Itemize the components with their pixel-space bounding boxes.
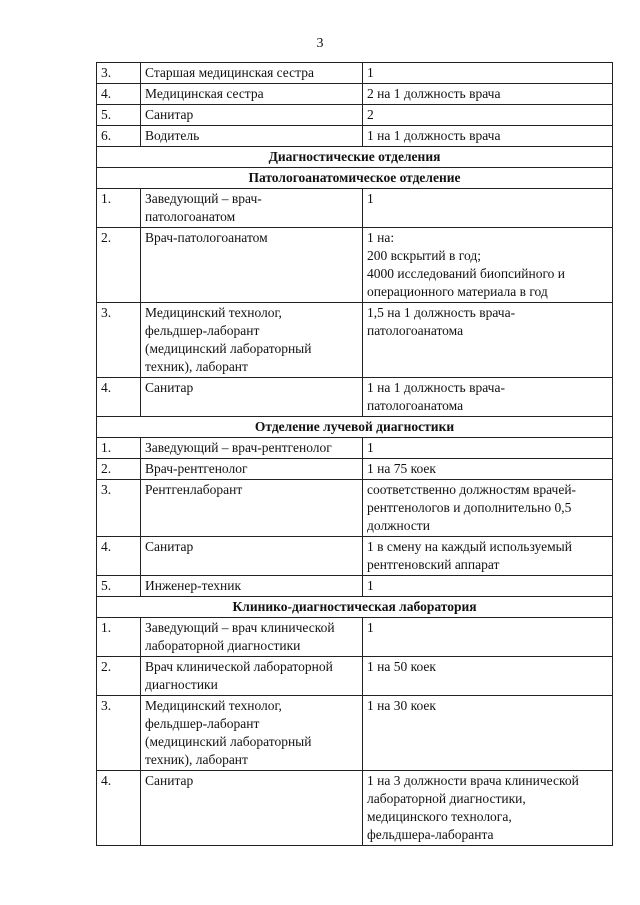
position-name: Санитар <box>141 378 363 417</box>
section-header-row <box>97 417 613 438</box>
staffing-norm: 1 <box>363 189 613 228</box>
position-name: Медицинский технолог, фельдшер-лаборант (медицинский лабораторный техник), лаборант <box>141 303 363 378</box>
section-title: Отделение лучевой диагностики <box>97 417 613 438</box>
table-row <box>97 576 613 597</box>
position-name: Врач-рентгенолог <box>141 459 363 480</box>
staffing-norm: 1 <box>363 438 613 459</box>
row-number: 6. <box>97 126 141 147</box>
staffing-norm: 2 на 1 должность врача <box>363 84 613 105</box>
staffing-norm: 1 <box>363 63 613 84</box>
table-row <box>97 63 613 84</box>
staffing-norm: 1 на: 200 вскрытий в год; 4000 исследований биопсийного и операционного материала в год <box>363 228 613 303</box>
staffing-norm: 1 на 1 должность врача- патологоанатома <box>363 378 613 417</box>
position-name: Медицинский технолог, фельдшер-лаборант (медицинский лабораторный техник), лаборант <box>141 696 363 771</box>
table-row <box>97 618 613 657</box>
row-number: 3. <box>97 63 141 84</box>
staffing-norm: 1 в смену на каждый используемый рентгеновский аппарат <box>363 537 613 576</box>
row-number: 3. <box>97 480 141 537</box>
position-name: Заведующий – врач-рентгенолог <box>141 438 363 459</box>
table-row <box>97 480 613 537</box>
section-header-row <box>97 168 613 189</box>
position-name: Врач клинической лабораторной диагностики <box>141 657 363 696</box>
section-title: Патологоанатомическое отделение <box>97 168 613 189</box>
section-title: Диагностические отделения <box>97 147 613 168</box>
staffing-norm: 1 на 30 коек <box>363 696 613 771</box>
row-number: 2. <box>97 657 141 696</box>
row-number: 1. <box>97 618 141 657</box>
position-name: Санитар <box>141 537 363 576</box>
position-name: Инженер-техник <box>141 576 363 597</box>
position-name: Старшая медицинская сестра <box>141 63 363 84</box>
row-number: 5. <box>97 576 141 597</box>
position-name: Санитар <box>141 771 363 846</box>
staffing-norm: 1 <box>363 576 613 597</box>
staffing-norm: 1 на 1 должность врача <box>363 126 613 147</box>
table-row <box>97 657 613 696</box>
table-row <box>97 378 613 417</box>
row-number: 2. <box>97 228 141 303</box>
position-name: Медицинская сестра <box>141 84 363 105</box>
page-number: 3 <box>316 36 324 51</box>
position-name: Врач-патологоанатом <box>141 228 363 303</box>
table-row <box>97 459 613 480</box>
table-row <box>97 696 613 771</box>
row-number: 4. <box>97 378 141 417</box>
row-number: 4. <box>97 771 141 846</box>
staffing-norm: 1 на 3 должности врача клинической лабораторной диагностики, медицинского технолога, фельдшера-лаборанта <box>363 771 613 846</box>
row-number: 4. <box>97 84 141 105</box>
row-number: 1. <box>97 438 141 459</box>
position-name: Водитель <box>141 126 363 147</box>
table-row <box>97 537 613 576</box>
row-number: 2. <box>97 459 141 480</box>
row-number: 3. <box>97 303 141 378</box>
staffing-norm: 1 на 50 коек <box>363 657 613 696</box>
table-row <box>97 438 613 459</box>
table-row <box>97 771 613 846</box>
section-header-row <box>97 597 613 618</box>
section-header-row <box>97 147 613 168</box>
table-row <box>97 105 613 126</box>
row-number: 1. <box>97 189 141 228</box>
section-title: Клинико-диагностическая лаборатория <box>97 597 613 618</box>
staffing-norm: соответственно должностям врачей- рентгенологов и дополнительно 0,5 должности <box>363 480 613 537</box>
position-name: Санитар <box>141 105 363 126</box>
row-number: 5. <box>97 105 141 126</box>
table-row <box>97 228 613 303</box>
staffing-norm: 2 <box>363 105 613 126</box>
table-row <box>97 126 613 147</box>
staffing-norm: 1,5 на 1 должность врача- патологоанатома <box>363 303 613 378</box>
row-number: 4. <box>97 537 141 576</box>
position-name: Рентгенлаборант <box>141 480 363 537</box>
position-name: Заведующий – врач- патологоанатом <box>141 189 363 228</box>
table-row <box>97 84 613 105</box>
table-row <box>97 303 613 378</box>
staffing-norm: 1 на 75 коек <box>363 459 613 480</box>
row-number: 3. <box>97 696 141 771</box>
table-row <box>97 189 613 228</box>
position-name: Заведующий – врач клинической лабораторной диагностики <box>141 618 363 657</box>
staffing-table <box>96 62 613 846</box>
staffing-norm: 1 <box>363 618 613 657</box>
